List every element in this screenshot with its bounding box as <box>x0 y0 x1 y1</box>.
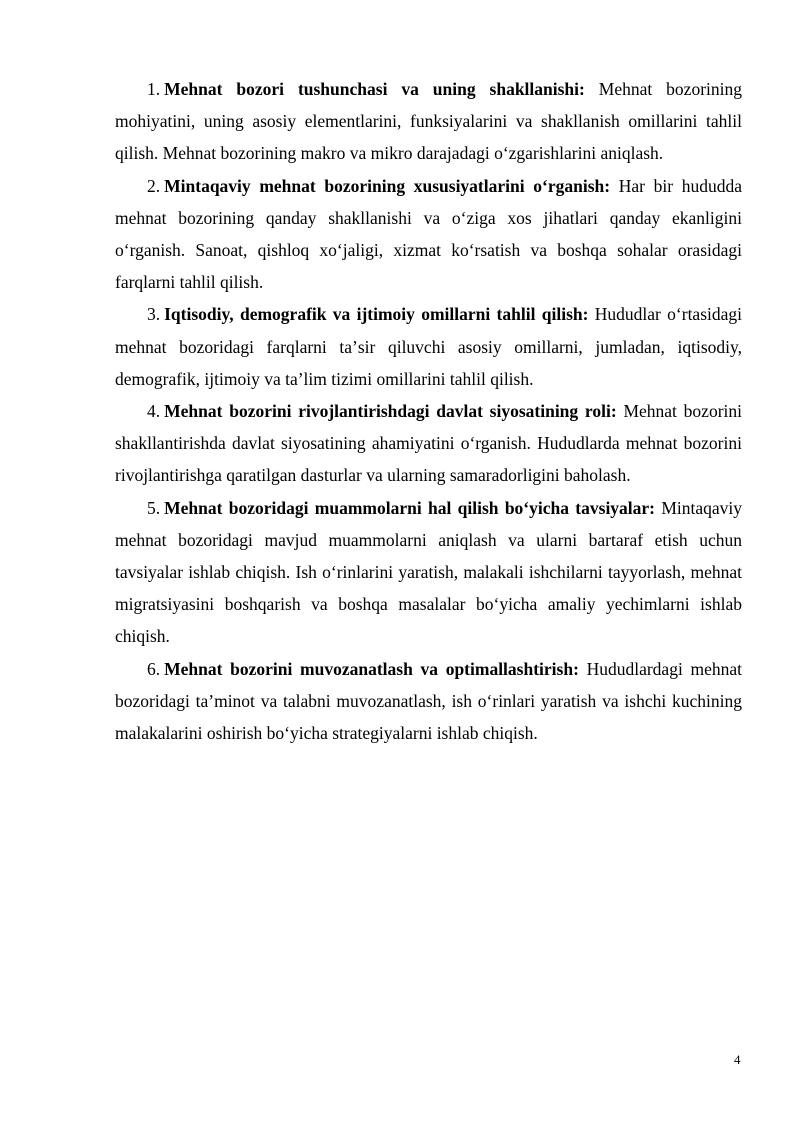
item-number: 5. <box>147 497 161 518</box>
item-heading: Iqtisodiy, demografik va ijtimoiy omillarni tahlil qilish: <box>164 304 589 325</box>
item-number: 1. <box>147 79 161 99</box>
item-number: 4. <box>147 401 161 422</box>
item-number: 2. <box>147 175 161 196</box>
item-text: Mintaqaviy mehnat bozoridagi mavjud muammolarni aniqlash va ularni bartaraf etish uchun tavsiyalar ishlab chiqish. Ish oʻrinlarini yaratish, malakali ishchilarni tayyorlash, mehnat migratsiyasini boshqarish va boshqa masalalar boʻyicha amaliy yechimlarni ishlab chiqish. <box>115 497 742 647</box>
list-item <box>115 170 742 299</box>
list-item <box>115 395 742 492</box>
item-heading: Mintaqaviy mehnat bozorining xususiyatlarini oʻrganish: <box>164 175 611 196</box>
item-text: Har bir hududda mehnat bozorining qanday shakllanishi va oʻziga xos jihatlari qanday ekanligini oʻrganish. Sanoat, qishloq xoʻjaligi, xizmat koʻrsatish va boshqa sohalar orasidagi farqlarni tahlil qilish. <box>115 175 742 293</box>
list-item <box>115 492 742 653</box>
page-number: 4 <box>734 1052 741 1067</box>
item-heading: Mehnat bozorini rivojlantirishdagi davlat siyosatining roli: <box>164 401 617 422</box>
item-heading: Mehnat bozorini muvozanatlash va optimallashtirish: <box>164 658 579 679</box>
list-item <box>115 298 742 395</box>
item-text: Mehnat bozorini shakllantirishda davlat siyosatining ahamiyatini oʻrganish. Hududlarda mehnat bozorini rivojlantirishga qaratilgan dasturlar va ularning samaradorligini baholash. <box>115 401 742 486</box>
item-text: Mehnat bozorining mohiyatini, uning asosiy elementlarini, funksiyalarini va shakllanish omillarini tahlil qilish. Mehnat bozorining makro va mikro darajadagi oʻzgarishlarini aniqlash. <box>115 79 742 164</box>
item-heading: Mehnat bozori tushunchasi va uning shakllanishi: <box>164 79 585 99</box>
list-item <box>115 653 742 750</box>
item-number: 3. <box>147 304 161 325</box>
list-item <box>115 73 742 170</box>
item-text: Hududlar oʻrtasidagi mehnat bozoridagi farqlarni taʼsir qiluvchi asosiy omillarni, jumladan, iqtisodiy, demografik, ijtimoiy va taʼlim tizimi omillarini tahlil qilish. <box>115 304 742 389</box>
document-body <box>115 73 742 749</box>
item-heading: Mehnat bozoridagi muammolarni hal qilish boʻyicha tavsiyalar: <box>164 497 656 518</box>
item-text: Hududlardagi mehnat bozoridagi taʼminot va talabni muvozanatlash, ish oʻrinlari yaratish va ishchi kuchining malakalarini oshirish boʻyicha strategiyalarni ishlab chiqish. <box>115 658 742 744</box>
item-number: 6. <box>147 658 161 679</box>
